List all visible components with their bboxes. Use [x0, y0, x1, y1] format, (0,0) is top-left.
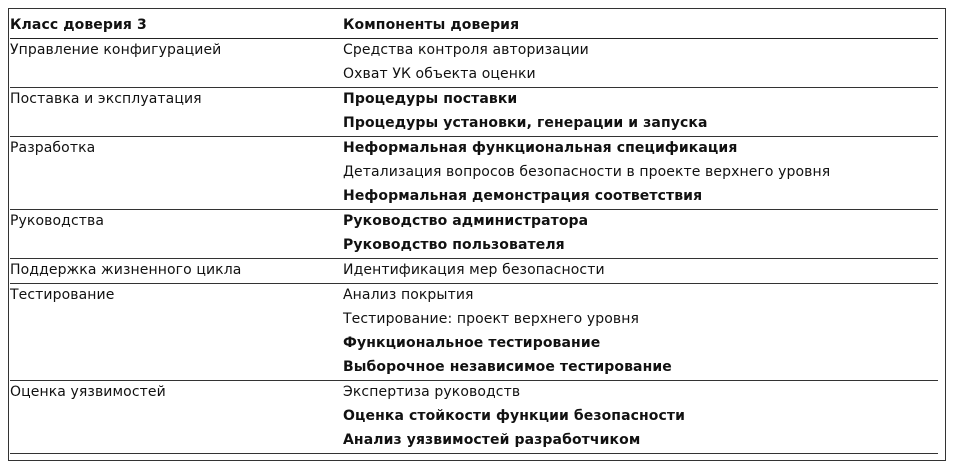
row-class-cell	[10, 284, 343, 381]
component-item: Руководство администратора	[343, 213, 589, 229]
header-trust-class: Класс доверия 3	[10, 14, 343, 39]
header-trust-components: Компоненты доверия	[343, 14, 938, 39]
row-class-label: Оценка уязвимостей	[10, 384, 166, 400]
component-item: Анализ уязвимостей разработчиком	[343, 432, 641, 448]
component-item: Экспертиза руководств	[343, 384, 521, 400]
row-components-cell	[343, 137, 938, 210]
table-row	[10, 39, 938, 88]
row-class-cell	[10, 381, 343, 454]
component-item: Неформальная функциональная спецификация	[343, 140, 738, 156]
table-row	[10, 88, 938, 137]
row-class-label: Поставка и эксплуатация	[10, 91, 202, 107]
row-class-cell	[10, 88, 343, 137]
component-item: Неформальная демонстрация соответствия	[343, 188, 703, 204]
component-item: Охват УК объекта оценки	[343, 66, 536, 82]
row-class-label: Поддержка жизненного цикла	[10, 262, 242, 278]
component-item: Детализация вопросов безопасности в проекте верхнего уровня	[343, 164, 831, 180]
component-item: Выборочное независимое тестирование	[343, 359, 672, 375]
row-class-cell	[10, 259, 343, 284]
component-item: Процедуры установки, генерации и запуска	[343, 115, 708, 131]
table-body	[10, 39, 938, 454]
row-class-cell	[10, 137, 343, 210]
component-item: Оценка стойкости функции безопасности	[343, 408, 686, 424]
row-class-cell	[10, 39, 343, 88]
row-components-cell	[343, 381, 938, 454]
component-item: Тестирование: проект верхнего уровня	[343, 311, 640, 327]
table-header-row	[10, 14, 938, 39]
component-item: Анализ покрытия	[343, 287, 474, 303]
component-item: Функциональное тестирование	[343, 335, 601, 351]
table-row	[10, 137, 938, 210]
table-row	[10, 284, 938, 381]
row-components-cell	[343, 88, 938, 137]
row-class-label: Руководства	[10, 213, 105, 229]
component-item: Руководство пользователя	[343, 237, 565, 253]
row-class-label: Разработка	[10, 140, 96, 156]
component-item: Процедуры поставки	[343, 91, 518, 107]
row-class-label: Управление конфигурацией	[10, 42, 222, 58]
row-class-label: Тестирование	[10, 287, 115, 303]
trust-components-table	[10, 14, 938, 454]
row-components-cell	[343, 39, 938, 88]
row-components-cell	[343, 259, 938, 284]
table-row	[10, 381, 938, 454]
row-components-cell	[343, 284, 938, 381]
row-class-cell	[10, 210, 343, 259]
component-item: Идентификация мер безопасности	[343, 262, 605, 278]
component-item: Средства контроля авторизации	[343, 42, 589, 58]
row-components-cell	[343, 210, 938, 259]
table-row	[10, 210, 938, 259]
table-row	[10, 259, 938, 284]
